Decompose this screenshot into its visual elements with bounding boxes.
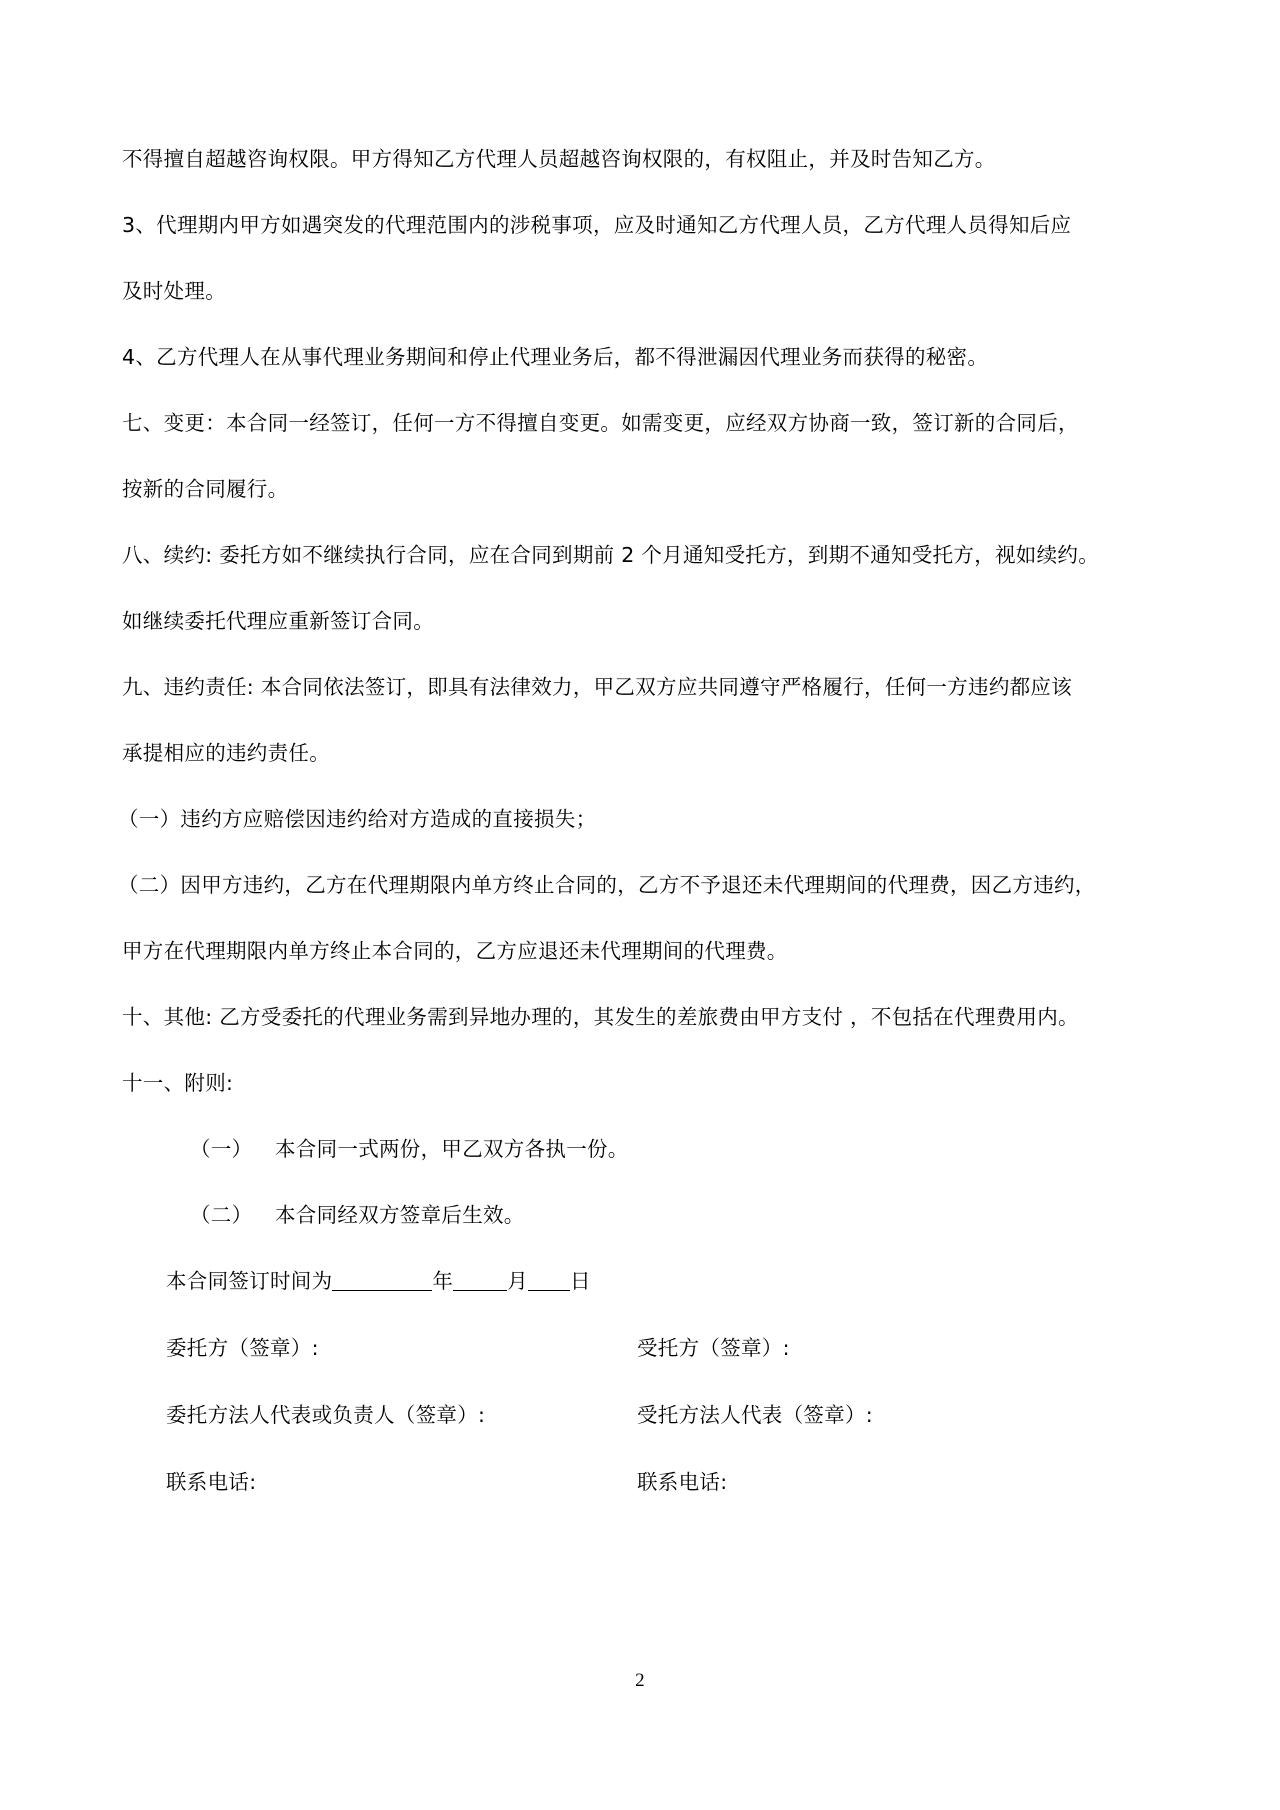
clause-3-line-2: 及时处理。	[122, 279, 226, 303]
appendix-item-2-text: 本合同经双方签章后生效。	[275, 1203, 525, 1227]
day-blank	[528, 1270, 570, 1291]
section-8-renewal-line-1: 八、续约: 委托方如不继续执行合同，应在合同到期前 2 个月通知受托方，到期不通知受托方，视如续约。	[122, 543, 1099, 567]
day-label: 日	[570, 1269, 591, 1293]
liability-item-2-line-1: （二）因甲方违约，乙方在代理期限内单方终止合同的，乙方不予退还未代理期间的代理费，因乙方违约，	[118, 873, 1096, 897]
month-label: 月	[507, 1269, 529, 1293]
appendix-item-1	[190, 1134, 629, 1164]
section-9-liability-line-1: 九、违约责任: 本合同依法签订，即具有法律效力，甲乙双方应共同遵守严格履行，任何一方违约都应该	[122, 675, 1073, 699]
appendix-item-1-text: 本合同一式两份，甲乙双方各执一份。	[275, 1137, 629, 1161]
year-blank	[332, 1270, 432, 1291]
agent-seal: 受托方（签章）:	[637, 1336, 790, 1360]
appendix-item-1-number: （一）	[190, 1137, 253, 1161]
client-representative: 委托方法人代表或负责人（签章）:	[166, 1403, 486, 1427]
section-7-change-line-1: 七、变更：本合同一经签订，任何一方不得擅自变更。如需变更，应经双方协商一致，签订新的合同后，	[122, 411, 1079, 435]
client-phone: 联系电话:	[166, 1470, 257, 1494]
clause-4: 4、乙方代理人在从事代理业务期间和停止代理业务后，都不得泄漏因代理业务而获得的秘密。	[122, 345, 989, 369]
agent-phone: 联系电话:	[637, 1470, 728, 1494]
appendix-item-2-number: （二）	[190, 1203, 253, 1227]
liability-item-2-line-2: 甲方在代理期限内单方终止本合同的，乙方应退还未代理期间的代理费。	[122, 939, 788, 963]
section-9-liability-line-2: 承提相应的违约责任。	[122, 741, 330, 765]
appendix-item-2	[190, 1200, 525, 1230]
year-label: 年	[432, 1269, 454, 1293]
page-number: 2	[635, 1670, 645, 1691]
client-seal: 委托方（签章）:	[166, 1336, 319, 1360]
agent-representative: 受托方法人代表（签章）:	[637, 1403, 874, 1427]
section-8-renewal-line-2: 如继续委托代理应重新签订合同。	[122, 609, 434, 633]
liability-item-1: （一）违约方应赔偿因违约给对方造成的直接损失；	[118, 807, 597, 831]
paragraph-consult-limit: 不得擅自超越咨询权限。甲方得知乙方代理人员超越咨询权限的，有权阻止，并及时告知乙方。	[122, 147, 996, 171]
section-7-change-line-2: 按新的合同履行。	[122, 477, 289, 501]
month-blank	[453, 1270, 507, 1291]
signing-date-label: 本合同签订时间为	[166, 1269, 333, 1293]
section-11-heading: 十一、附则:	[122, 1071, 234, 1095]
signing-date	[166, 1266, 591, 1296]
section-10-other: 十、其他: 乙方受委托的代理业务需到异地办理的，其发生的差旅费由甲方支付 ，不包括在代理费用内。	[122, 1005, 1079, 1029]
clause-3-line-1: 3、代理期内甲方如遇突发的代理范围内的涉税事项，应及时通知乙方代理人员，乙方代理人员得知后应	[122, 213, 1072, 237]
